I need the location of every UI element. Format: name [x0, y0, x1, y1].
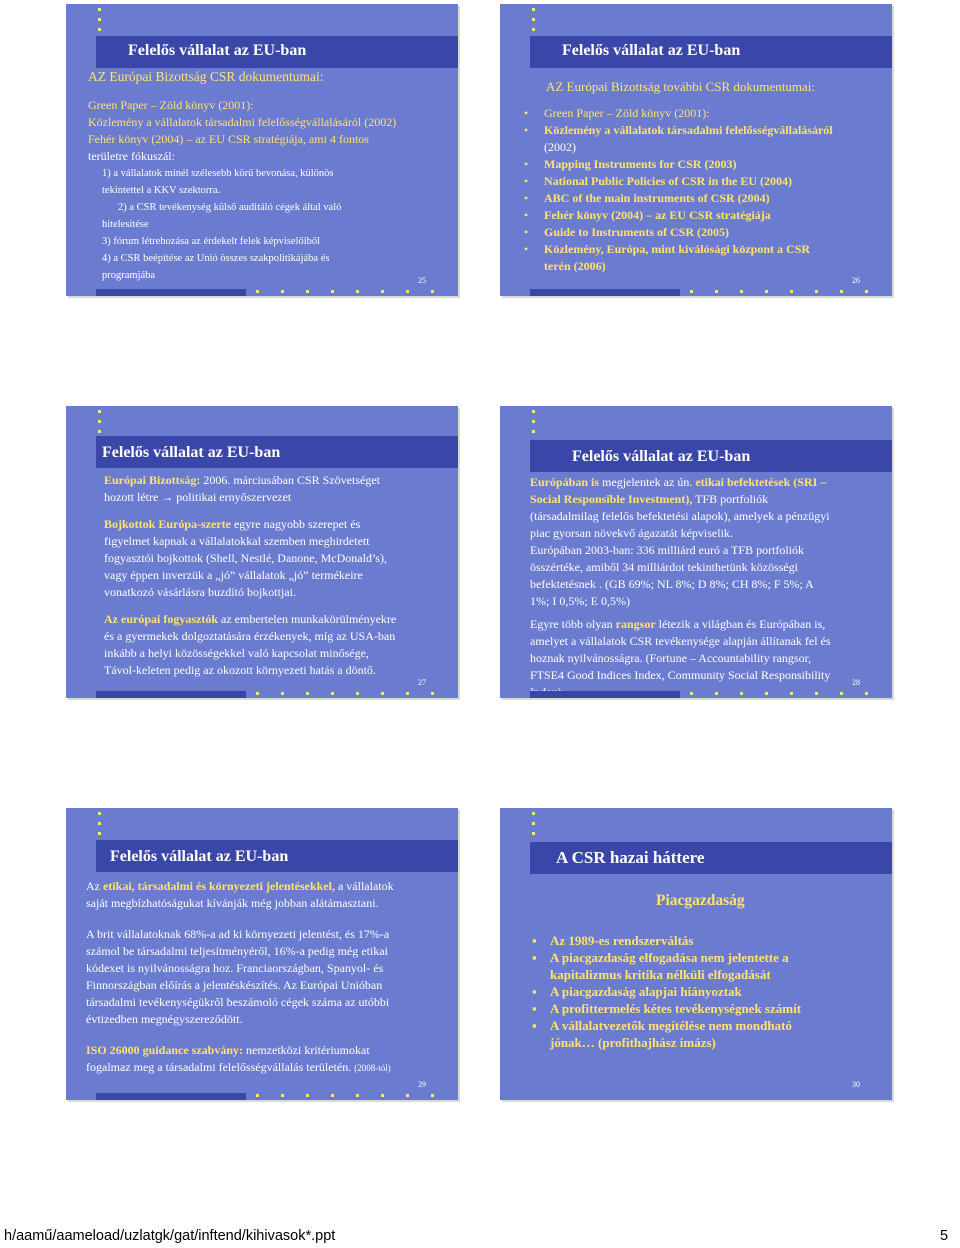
slide-30 — [500, 808, 892, 1100]
text-line: Finnországban előírás a jelentéskészítés. Az Európai Unióban — [86, 978, 383, 992]
text-line: 1) a vállalatok minél szélesebb körű bevonása, különös — [102, 168, 334, 179]
text-line: Távol-keleten pedig az okozott környezeti hatás a döntő. — [104, 663, 376, 677]
decor-dots — [256, 692, 456, 696]
text-line: amelyet a vállalatok CSR tevékenysége alapján állítanak fel és — [530, 634, 831, 648]
text-line: befektetésnek . (GB 69%; NL 8%; D 8%; CH 8%; F 5%; A — [530, 577, 814, 591]
list-item: • National Public Policies of CSR in the EU (2004) — [520, 173, 890, 190]
text-line: 4) a CSR beépítése az Unió összes szakpolitikájába és — [102, 253, 330, 264]
list-item: • Guide to Instruments of CSR (2005) — [520, 224, 890, 241]
list-item: ▪ Az 1989-es rendszerváltás — [530, 932, 890, 949]
text-line: FTSE4 Good Indices Index, Community Social Responsibility — [530, 668, 831, 682]
footer-path: h/aamű/aameload/uzlatgk/gat/inftend/kihivasok*.ppt — [4, 1228, 336, 1244]
text-line: Az európai fogyasztók az embertelen munkakörülményekre — [104, 612, 397, 626]
slide-title: Felelős vállalat az EU-ban — [562, 42, 741, 59]
footer-bar — [96, 691, 246, 698]
list-item: ▪ A piacgazdaság alapjai hiányoztak — [530, 983, 890, 1000]
text-line: 2) a CSR tevékenység külső auditáló cégek által való — [118, 202, 342, 213]
list-item: • Mapping Instruments for CSR (2003) — [520, 156, 890, 173]
slide-29 — [66, 808, 458, 1100]
slide-body — [88, 68, 456, 284]
slide-title: A CSR hazai háttere — [556, 848, 705, 867]
decor-dots — [256, 290, 456, 294]
text-line: Egyre több olyan rangsor létezik a világban és Európában is, — [530, 617, 826, 631]
decor-dots — [532, 8, 536, 38]
slide-subtitle: Piacgazdaság — [656, 892, 745, 909]
slide-heading: AZ Európai Bizottság CSR dokumentumai: — [88, 69, 324, 84]
text-line: programjába — [102, 270, 156, 281]
list-item: • Fehér könyv (2004) – az EU CSR stratégiája — [520, 207, 890, 224]
text-line: fogalmaz meg a társadalmi felelősségvállalás területén. (2008-tól) — [86, 1060, 391, 1074]
bullet-list — [530, 932, 890, 1051]
text-line: hozott létre → politikai ernyőszervezet — [104, 490, 292, 504]
list-item: ▪ A profittermelés kétes tevékenységnek számít — [530, 1000, 890, 1017]
decor-dots — [690, 290, 890, 294]
text-line: Social Responsible Investment), TFB portfoliók — [530, 492, 769, 506]
text-line: Green Paper – Zöld könyv (2001): — [88, 98, 254, 112]
slide-number: 25 — [418, 276, 426, 285]
text-line: tekintettel a KKV szektorra. — [102, 185, 221, 196]
list-item: • ABC of the main instruments of CSR (2004) — [520, 190, 890, 207]
footer-bar — [96, 1093, 246, 1100]
slide-number: 29 — [418, 1080, 426, 1089]
text-line: 1%; I 0,5%; E 0,5%) — [530, 594, 630, 608]
decor-dots — [98, 8, 102, 38]
text-line: Bojkottok Európa-szerte egyre nagyobb szerepet és — [104, 517, 361, 531]
slide-title: Felelős vállalat az EU-ban — [572, 448, 751, 465]
slide-body — [520, 78, 890, 275]
slide-body — [86, 878, 456, 1077]
text-line: Európában 2003-ban: 336 milliárd euró a TFB portfoliók — [530, 543, 805, 557]
slide-body — [530, 932, 890, 1051]
footer-bar — [530, 289, 680, 296]
text-line: társadalmi tevékenységükről beszámoló cégek száma az utóbbi — [86, 995, 390, 1009]
text-line: ISO 26000 guidance szabvány: nemzetközi kritériumokat — [86, 1043, 370, 1057]
slide-title: Felelős vállalat az EU-ban — [102, 444, 281, 461]
text-line: piac gyorsan növekvő ágazatát képviselik. — [530, 526, 733, 540]
footer-bar — [530, 691, 680, 698]
list-item: jónak… (profithajhász imázs) — [550, 1035, 716, 1050]
text-line: Közlemény a vállalatok társadalmi felelősségvállalásáról (2002) — [88, 115, 397, 129]
text-line: és a gyermekek dolgoztatására érzékenyek, míg az USA-ban — [104, 629, 396, 643]
decor-dots — [98, 812, 102, 842]
text-line: összértéke, amiből 34 milliárdot tekinthetünk közösségi — [530, 560, 798, 574]
list-item: • Közlemény a vállalatok társadalmi felelősségvállalásáról — [520, 122, 890, 139]
slide-body — [530, 474, 892, 698]
list-item: • Közlemény, Európa, mint kiválósági központ a CSR — [520, 241, 890, 258]
list-item: terén (2006) — [544, 259, 606, 273]
decor-dots — [532, 812, 536, 842]
slide-27 — [66, 406, 458, 698]
text-line: Az etikai, társadalmi és környezeti jelentésekkel, a vállalatok — [86, 879, 394, 893]
document-list — [520, 105, 890, 275]
slide-25 — [66, 4, 458, 296]
slide-body: Európai Bizottság: 2006. márciusában CSR Szövetséget hozott létre → politikai ernyőszervezet Bojkottok Európa-szerte egyre nagyobb szerepet és figyelmet kapnak a vállalatokkal szemben meghirdetett fogyasztói bojkottok (Shell, Nestlé, Danone, McDonald’s), vagy éppen inverzük a „jó” vállalatok „jó” termékeire vonatkozó vásárlásra buzdító bojkottjai. Az európai fogyasztók az embertelen munkakörülményekre és a gyermekek dolgoztatására érzékenyek, míg az USA-ban inkább a helyi közösségekkel való kapcsolat minősége, Távol-keleten pedig az okozott környezeti hatás a döntő. — [104, 472, 456, 679]
text-line: saját megbízhatóságukat kívánják még jobban alátámasztani. — [86, 896, 379, 910]
slide-26 — [500, 4, 892, 296]
decor-dots — [532, 410, 536, 440]
slide-title: Felelős vállalat az EU-ban — [128, 42, 307, 59]
decor-dots — [256, 1094, 456, 1098]
text-line: 3) fórum létrehozása az érdekelt felek képviselőiből — [102, 236, 321, 247]
text-line: inkább a helyi közösségekkel való kapcsolat minősége, — [104, 646, 369, 660]
list-item: ▪ A piacgazdaság elfogadása nem jelentette a — [530, 949, 890, 966]
text-line: A brit vállalatoknak 68%-a ad ki környezeti jelentést, és 17%-a — [86, 927, 390, 941]
text-line: hoznak nyilvánosságra. (Fortune – Accountability rangsor, — [530, 651, 812, 665]
slide-number: 27 — [418, 678, 426, 687]
text-line: figyelmet kapnak a vállalatokkal szemben meghirdetett — [104, 534, 370, 548]
slide-number: 30 — [852, 1080, 860, 1089]
text-line: fogyasztói bojkottok (Shell, Nestlé, Danone, McDonald’s), — [104, 551, 387, 565]
footer-page-number: 5 — [940, 1228, 949, 1244]
slide-title: Felelős vállalat az EU-ban — [110, 848, 289, 865]
slide-28 — [500, 406, 892, 698]
text-line: hitelesítése — [102, 219, 149, 230]
list-item: • Green Paper – Zöld könyv (2001): — [520, 105, 890, 122]
list-item: ▪ A vállalatvezetők megítélése nem mondható — [530, 1017, 890, 1034]
text-line: területre fókuszál: — [88, 149, 175, 163]
slide-number: 28 — [852, 678, 860, 687]
list-item: kapitalizmus kritika nélküli elfogadását — [550, 967, 771, 982]
text-line: vonatkozó vásárlásra buzdító bojkottjai. — [104, 585, 296, 599]
text-line: számol be társadalmi teljesítményéről, 16%-a pedig még etikai — [86, 944, 388, 958]
text-line: (társadalmilag felelős befektetési alapok), amelyek a pénzügyi — [530, 509, 830, 523]
text-line: Fehér könyv (2004) – az EU CSR stratégiája, ami 4 fontos — [88, 132, 369, 146]
text-line: vagy éppen inverzük a „jó” vállalatok „jó” termékeire — [104, 568, 363, 582]
list-item: (2002) — [544, 140, 576, 154]
text-line: Európában is megjelentek az ún. etikai befektetések (SRI – — [530, 475, 827, 489]
slide-number: 26 — [852, 276, 860, 285]
text-line: kódexet is nyilvánosságra hoz. Franciaországban, Spanyol- és — [86, 961, 384, 975]
decor-dots — [690, 692, 890, 696]
text-line: évtizedben megnégyszereződött. — [86, 1012, 243, 1026]
slide-heading: AZ Európai Bizottság további CSR dokumentumai: — [546, 79, 816, 94]
footer-bar — [96, 289, 246, 296]
